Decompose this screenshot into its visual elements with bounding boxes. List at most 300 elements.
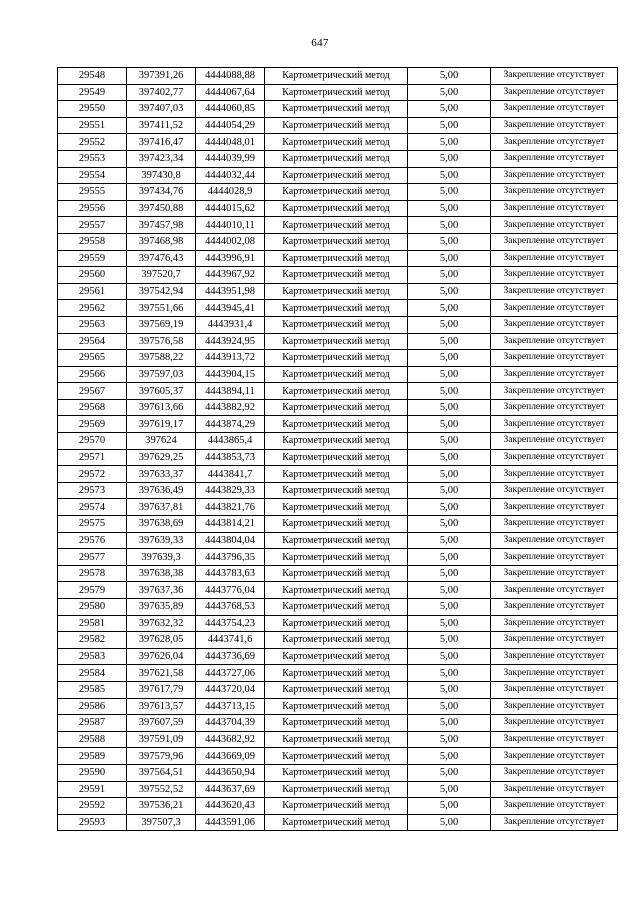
y-coordinate-cell: 4444015,62: [196, 200, 265, 217]
accuracy-cell: 5,00: [408, 516, 491, 533]
table-row: [58, 565, 618, 582]
table-row: [58, 681, 618, 698]
fixing-cell: Закрепление отсутствует: [491, 167, 618, 184]
accuracy-cell: 5,00: [408, 416, 491, 433]
fixing-cell: Закрепление отсутствует: [491, 300, 618, 317]
y-coordinate-cell: 4443821,76: [196, 499, 265, 516]
table-row: [58, 84, 618, 101]
accuracy-cell: 5,00: [408, 433, 491, 450]
fixing-cell: Закрепление отсутствует: [491, 632, 618, 649]
table-row: [58, 134, 618, 151]
fixing-cell: Закрепление отсутствует: [491, 200, 618, 217]
method-cell: Картометрический метод: [265, 748, 408, 765]
table-row: [58, 516, 618, 533]
fixing-cell: Закрепление отсутствует: [491, 582, 618, 599]
fixing-cell: Закрепление отсутствует: [491, 333, 618, 350]
table-row: [58, 731, 618, 748]
y-coordinate-cell: 4444048,01: [196, 134, 265, 151]
table-row: [58, 383, 618, 400]
x-coordinate-cell: 397607,59: [127, 715, 196, 732]
point-number-cell: 29592: [58, 798, 127, 815]
point-number-cell: 29557: [58, 217, 127, 234]
x-coordinate-cell: 397551,66: [127, 300, 196, 317]
table-row: [58, 399, 618, 416]
fixing-cell: Закрепление отсутствует: [491, 250, 618, 267]
method-cell: Картометрический метод: [265, 549, 408, 566]
accuracy-cell: 5,00: [408, 117, 491, 134]
accuracy-cell: 5,00: [408, 333, 491, 350]
method-cell: Картометрический метод: [265, 366, 408, 383]
fixing-cell: Закрепление отсутствует: [491, 715, 618, 732]
table-row: [58, 665, 618, 682]
point-number-cell: 29576: [58, 532, 127, 549]
method-cell: Картометрический метод: [265, 316, 408, 333]
x-coordinate-cell: 397637,36: [127, 582, 196, 599]
accuracy-cell: 5,00: [408, 499, 491, 516]
x-coordinate-cell: 397423,34: [127, 150, 196, 167]
point-number-cell: 29549: [58, 84, 127, 101]
point-number-cell: 29569: [58, 416, 127, 433]
method-cell: Картометрический метод: [265, 117, 408, 134]
y-coordinate-cell: 4443720,04: [196, 681, 265, 698]
x-coordinate-cell: 397639,33: [127, 532, 196, 549]
method-cell: Картометрический метод: [265, 84, 408, 101]
method-cell: Картометрический метод: [265, 184, 408, 201]
method-cell: Картометрический метод: [265, 731, 408, 748]
fixing-cell: Закрепление отсутствует: [491, 781, 618, 798]
x-coordinate-cell: 397507,3: [127, 814, 196, 831]
x-coordinate-cell: 397564,51: [127, 764, 196, 781]
method-cell: Картометрический метод: [265, 681, 408, 698]
point-number-cell: 29548: [58, 68, 127, 85]
method-cell: Картометрический метод: [265, 665, 408, 682]
fixing-cell: Закрепление отсутствует: [491, 316, 618, 333]
x-coordinate-cell: 397520,7: [127, 267, 196, 284]
fixing-cell: Закрепление отсутствует: [491, 499, 618, 516]
x-coordinate-cell: 397626,04: [127, 648, 196, 665]
table-row: [58, 482, 618, 499]
accuracy-cell: 5,00: [408, 68, 491, 85]
point-number-cell: 29550: [58, 101, 127, 118]
method-cell: Картометрический метод: [265, 499, 408, 516]
x-coordinate-cell: 397638,69: [127, 516, 196, 533]
accuracy-cell: 5,00: [408, 482, 491, 499]
method-cell: Картометрический метод: [265, 565, 408, 582]
accuracy-cell: 5,00: [408, 565, 491, 582]
y-coordinate-cell: 4444028,9: [196, 184, 265, 201]
x-coordinate-cell: 397613,57: [127, 698, 196, 715]
accuracy-cell: 5,00: [408, 798, 491, 815]
point-number-cell: 29579: [58, 582, 127, 599]
x-coordinate-cell: 397542,94: [127, 283, 196, 300]
table-row: [58, 233, 618, 250]
point-number-cell: 29572: [58, 466, 127, 483]
fixing-cell: Закрепление отсутствует: [491, 565, 618, 582]
method-cell: Картометрический метод: [265, 150, 408, 167]
method-cell: Картометрический метод: [265, 814, 408, 831]
fixing-cell: Закрепление отсутствует: [491, 516, 618, 533]
accuracy-cell: 5,00: [408, 399, 491, 416]
y-coordinate-cell: 4443874,29: [196, 416, 265, 433]
x-coordinate-cell: 397619,17: [127, 416, 196, 433]
table-row: [58, 217, 618, 234]
point-number-cell: 29556: [58, 200, 127, 217]
point-number-cell: 29561: [58, 283, 127, 300]
accuracy-cell: 5,00: [408, 233, 491, 250]
accuracy-cell: 5,00: [408, 781, 491, 798]
method-cell: Картометрический метод: [265, 449, 408, 466]
fixing-cell: Закрепление отсутствует: [491, 681, 618, 698]
fixing-cell: Закрепление отсутствует: [491, 599, 618, 616]
table-row: [58, 549, 618, 566]
table-row: [58, 698, 618, 715]
y-coordinate-cell: 4443913,72: [196, 350, 265, 367]
fixing-cell: Закрепление отсутствует: [491, 267, 618, 284]
fixing-cell: Закрепление отсутствует: [491, 416, 618, 433]
point-number-cell: 29582: [58, 632, 127, 649]
method-cell: Картометрический метод: [265, 267, 408, 284]
x-coordinate-cell: 397430,8: [127, 167, 196, 184]
point-number-cell: 29577: [58, 549, 127, 566]
x-coordinate-cell: 397391,26: [127, 68, 196, 85]
fixing-cell: Закрепление отсутствует: [491, 748, 618, 765]
point-number-cell: 29574: [58, 499, 127, 516]
x-coordinate-cell: 397628,05: [127, 632, 196, 649]
method-cell: Картометрический метод: [265, 217, 408, 234]
method-cell: Картометрический метод: [265, 68, 408, 85]
point-number-cell: 29552: [58, 134, 127, 151]
point-number-cell: 29575: [58, 516, 127, 533]
coordinates-table: [57, 67, 618, 831]
accuracy-cell: 5,00: [408, 300, 491, 317]
table-row: [58, 632, 618, 649]
accuracy-cell: 5,00: [408, 814, 491, 831]
fixing-cell: Закрепление отсутствует: [491, 134, 618, 151]
y-coordinate-cell: 4443727,06: [196, 665, 265, 682]
method-cell: Картометрический метод: [265, 781, 408, 798]
x-coordinate-cell: 397617,79: [127, 681, 196, 698]
y-coordinate-cell: 4443713,15: [196, 698, 265, 715]
point-number-cell: 29559: [58, 250, 127, 267]
accuracy-cell: 5,00: [408, 466, 491, 483]
accuracy-cell: 5,00: [408, 549, 491, 566]
method-cell: Картометрический метод: [265, 466, 408, 483]
x-coordinate-cell: 397638,38: [127, 565, 196, 582]
method-cell: Картометрический метод: [265, 648, 408, 665]
fixing-cell: Закрепление отсутствует: [491, 466, 618, 483]
table-row: [58, 599, 618, 616]
x-coordinate-cell: 397629,25: [127, 449, 196, 466]
x-coordinate-cell: 397476,43: [127, 250, 196, 267]
accuracy-cell: 5,00: [408, 101, 491, 118]
table-row: [58, 300, 618, 317]
y-coordinate-cell: 4443736,69: [196, 648, 265, 665]
y-coordinate-cell: 4444039,99: [196, 150, 265, 167]
point-number-cell: 29588: [58, 731, 127, 748]
accuracy-cell: 5,00: [408, 715, 491, 732]
y-coordinate-cell: 4443967,92: [196, 267, 265, 284]
accuracy-cell: 5,00: [408, 84, 491, 101]
x-coordinate-cell: 397588,22: [127, 350, 196, 367]
y-coordinate-cell: 4443945,41: [196, 300, 265, 317]
point-number-cell: 29573: [58, 482, 127, 499]
accuracy-cell: 5,00: [408, 681, 491, 698]
method-cell: Картометрический метод: [265, 532, 408, 549]
accuracy-cell: 5,00: [408, 366, 491, 383]
fixing-cell: Закрепление отсутствует: [491, 399, 618, 416]
y-coordinate-cell: 4443704,39: [196, 715, 265, 732]
method-cell: Картометрический метод: [265, 416, 408, 433]
page-number: 647: [311, 37, 329, 49]
accuracy-cell: 5,00: [408, 200, 491, 217]
x-coordinate-cell: 397613,66: [127, 399, 196, 416]
method-cell: Картометрический метод: [265, 200, 408, 217]
fixing-cell: Закрепление отсутствует: [491, 798, 618, 815]
table-row: [58, 764, 618, 781]
point-number-cell: 29587: [58, 715, 127, 732]
y-coordinate-cell: 4443637,69: [196, 781, 265, 798]
method-cell: Картометрический метод: [265, 383, 408, 400]
point-number-cell: 29570: [58, 433, 127, 450]
fixing-cell: Закрепление отсутствует: [491, 433, 618, 450]
point-number-cell: 29571: [58, 449, 127, 466]
y-coordinate-cell: 4443741,6: [196, 632, 265, 649]
fixing-cell: Закрепление отсутствует: [491, 482, 618, 499]
y-coordinate-cell: 4444060,85: [196, 101, 265, 118]
point-number-cell: 29593: [58, 814, 127, 831]
method-cell: Картометрический метод: [265, 764, 408, 781]
y-coordinate-cell: 4443783,63: [196, 565, 265, 582]
table-row: [58, 416, 618, 433]
table-row: [58, 499, 618, 516]
accuracy-cell: 5,00: [408, 648, 491, 665]
method-cell: Картометрический метод: [265, 250, 408, 267]
x-coordinate-cell: 397402,77: [127, 84, 196, 101]
point-number-cell: 29563: [58, 316, 127, 333]
y-coordinate-cell: 4443924,95: [196, 333, 265, 350]
method-cell: Картометрический метод: [265, 350, 408, 367]
y-coordinate-cell: 4443865,4: [196, 433, 265, 450]
table-row: [58, 748, 618, 765]
accuracy-cell: 5,00: [408, 615, 491, 632]
point-number-cell: 29584: [58, 665, 127, 682]
y-coordinate-cell: 4443620,43: [196, 798, 265, 815]
accuracy-cell: 5,00: [408, 150, 491, 167]
accuracy-cell: 5,00: [408, 217, 491, 234]
method-cell: Картометрический метод: [265, 615, 408, 632]
accuracy-cell: 5,00: [408, 731, 491, 748]
point-number-cell: 29562: [58, 300, 127, 317]
point-number-cell: 29578: [58, 565, 127, 582]
table-row: [58, 283, 618, 300]
accuracy-cell: 5,00: [408, 383, 491, 400]
accuracy-cell: 5,00: [408, 632, 491, 649]
fixing-cell: Закрепление отсутствует: [491, 68, 618, 85]
method-cell: Картометрический метод: [265, 433, 408, 450]
y-coordinate-cell: 4443951,98: [196, 283, 265, 300]
x-coordinate-cell: 397637,81: [127, 499, 196, 516]
y-coordinate-cell: 4443853,73: [196, 449, 265, 466]
y-coordinate-cell: 4443776,04: [196, 582, 265, 599]
point-number-cell: 29558: [58, 233, 127, 250]
point-number-cell: 29565: [58, 350, 127, 367]
table-row: [58, 582, 618, 599]
point-number-cell: 29564: [58, 333, 127, 350]
x-coordinate-cell: 397635,89: [127, 599, 196, 616]
accuracy-cell: 5,00: [408, 184, 491, 201]
fixing-cell: Закрепление отсутствует: [491, 233, 618, 250]
method-cell: Картометрический метод: [265, 233, 408, 250]
x-coordinate-cell: 397457,98: [127, 217, 196, 234]
fixing-cell: Закрепление отсутствует: [491, 366, 618, 383]
fixing-cell: Закрепление отсутствует: [491, 731, 618, 748]
method-cell: Картометрический метод: [265, 300, 408, 317]
y-coordinate-cell: 4443829,33: [196, 482, 265, 499]
fixing-cell: Закрепление отсутствует: [491, 532, 618, 549]
table-row: [58, 167, 618, 184]
x-coordinate-cell: 397434,76: [127, 184, 196, 201]
y-coordinate-cell: 4444002,08: [196, 233, 265, 250]
method-cell: Картометрический метод: [265, 283, 408, 300]
fixing-cell: Закрепление отсутствует: [491, 84, 618, 101]
fixing-cell: Закрепление отсутствует: [491, 449, 618, 466]
point-number-cell: 29553: [58, 150, 127, 167]
point-number-cell: 29560: [58, 267, 127, 284]
y-coordinate-cell: 4444067,64: [196, 84, 265, 101]
accuracy-cell: 5,00: [408, 665, 491, 682]
point-number-cell: 29580: [58, 599, 127, 616]
fixing-cell: Закрепление отсутствует: [491, 665, 618, 682]
table-row: [58, 350, 618, 367]
fixing-cell: Закрепление отсутствует: [491, 283, 618, 300]
method-cell: Картометрический метод: [265, 632, 408, 649]
accuracy-cell: 5,00: [408, 134, 491, 151]
fixing-cell: Закрепление отсутствует: [491, 101, 618, 118]
table-row: [58, 814, 618, 831]
fixing-cell: Закрепление отсутствует: [491, 350, 618, 367]
y-coordinate-cell: 4443804,04: [196, 532, 265, 549]
accuracy-cell: 5,00: [408, 449, 491, 466]
x-coordinate-cell: 397576,58: [127, 333, 196, 350]
table-row: [58, 250, 618, 267]
fixing-cell: Закрепление отсутствует: [491, 764, 618, 781]
y-coordinate-cell: 4443796,35: [196, 549, 265, 566]
y-coordinate-cell: 4443591,06: [196, 814, 265, 831]
method-cell: Картометрический метод: [265, 599, 408, 616]
method-cell: Картометрический метод: [265, 482, 408, 499]
y-coordinate-cell: 4443996,91: [196, 250, 265, 267]
method-cell: Картометрический метод: [265, 134, 408, 151]
x-coordinate-cell: 397636,49: [127, 482, 196, 499]
method-cell: Картометрический метод: [265, 333, 408, 350]
table-row: [58, 466, 618, 483]
x-coordinate-cell: 397591,09: [127, 731, 196, 748]
x-coordinate-cell: 397407,03: [127, 101, 196, 118]
table-row: [58, 68, 618, 85]
fixing-cell: Закрепление отсутствует: [491, 698, 618, 715]
coordinates-table-body: [58, 68, 618, 831]
table-row: [58, 781, 618, 798]
table-row: [58, 316, 618, 333]
x-coordinate-cell: 397411,52: [127, 117, 196, 134]
method-cell: Картометрический метод: [265, 582, 408, 599]
fixing-cell: Закрепление отсутствует: [491, 814, 618, 831]
accuracy-cell: 5,00: [408, 267, 491, 284]
accuracy-cell: 5,00: [408, 283, 491, 300]
fixing-cell: Закрепление отсутствует: [491, 648, 618, 665]
table-row: [58, 150, 618, 167]
point-number-cell: 29585: [58, 681, 127, 698]
method-cell: Картометрический метод: [265, 167, 408, 184]
fixing-cell: Закрепление отсутствует: [491, 549, 618, 566]
table-row: [58, 101, 618, 118]
table-row: [58, 615, 618, 632]
y-coordinate-cell: 4444032,44: [196, 167, 265, 184]
point-number-cell: 29583: [58, 648, 127, 665]
point-number-cell: 29566: [58, 366, 127, 383]
point-number-cell: 29551: [58, 117, 127, 134]
x-coordinate-cell: 397579,96: [127, 748, 196, 765]
table-row: [58, 715, 618, 732]
point-number-cell: 29555: [58, 184, 127, 201]
x-coordinate-cell: 397639,3: [127, 549, 196, 566]
y-coordinate-cell: 4443894,11: [196, 383, 265, 400]
accuracy-cell: 5,00: [408, 764, 491, 781]
table-row: [58, 648, 618, 665]
x-coordinate-cell: 397468,98: [127, 233, 196, 250]
accuracy-cell: 5,00: [408, 350, 491, 367]
y-coordinate-cell: 4443814,21: [196, 516, 265, 533]
y-coordinate-cell: 4443754,23: [196, 615, 265, 632]
x-coordinate-cell: 397552,52: [127, 781, 196, 798]
x-coordinate-cell: 397605,37: [127, 383, 196, 400]
x-coordinate-cell: 397450,88: [127, 200, 196, 217]
table-row: [58, 366, 618, 383]
x-coordinate-cell: 397569,19: [127, 316, 196, 333]
x-coordinate-cell: 397624: [127, 433, 196, 450]
y-coordinate-cell: 4443682,92: [196, 731, 265, 748]
fixing-cell: Закрепление отсутствует: [491, 383, 618, 400]
fixing-cell: Закрепление отсутствует: [491, 184, 618, 201]
y-coordinate-cell: 4444054,29: [196, 117, 265, 134]
point-number-cell: 29590: [58, 764, 127, 781]
accuracy-cell: 5,00: [408, 599, 491, 616]
table-row: [58, 433, 618, 450]
fixing-cell: Закрепление отсутствует: [491, 615, 618, 632]
point-number-cell: 29586: [58, 698, 127, 715]
fixing-cell: Закрепление отсутствует: [491, 217, 618, 234]
point-number-cell: 29568: [58, 399, 127, 416]
x-coordinate-cell: 397621,58: [127, 665, 196, 682]
method-cell: Картометрический метод: [265, 399, 408, 416]
y-coordinate-cell: 4443882,92: [196, 399, 265, 416]
x-coordinate-cell: 397416,47: [127, 134, 196, 151]
point-number-cell: 29581: [58, 615, 127, 632]
table-row: [58, 532, 618, 549]
method-cell: Картометрический метод: [265, 715, 408, 732]
table-row: [58, 200, 618, 217]
table-row: [58, 267, 618, 284]
y-coordinate-cell: 4443650,94: [196, 764, 265, 781]
table-row: [58, 184, 618, 201]
table-row: [58, 449, 618, 466]
x-coordinate-cell: 397633,37: [127, 466, 196, 483]
x-coordinate-cell: 397632,32: [127, 615, 196, 632]
fixing-cell: Закрепление отсутствует: [491, 117, 618, 134]
y-coordinate-cell: 4443768,53: [196, 599, 265, 616]
method-cell: Картометрический метод: [265, 101, 408, 118]
method-cell: Картометрический метод: [265, 698, 408, 715]
